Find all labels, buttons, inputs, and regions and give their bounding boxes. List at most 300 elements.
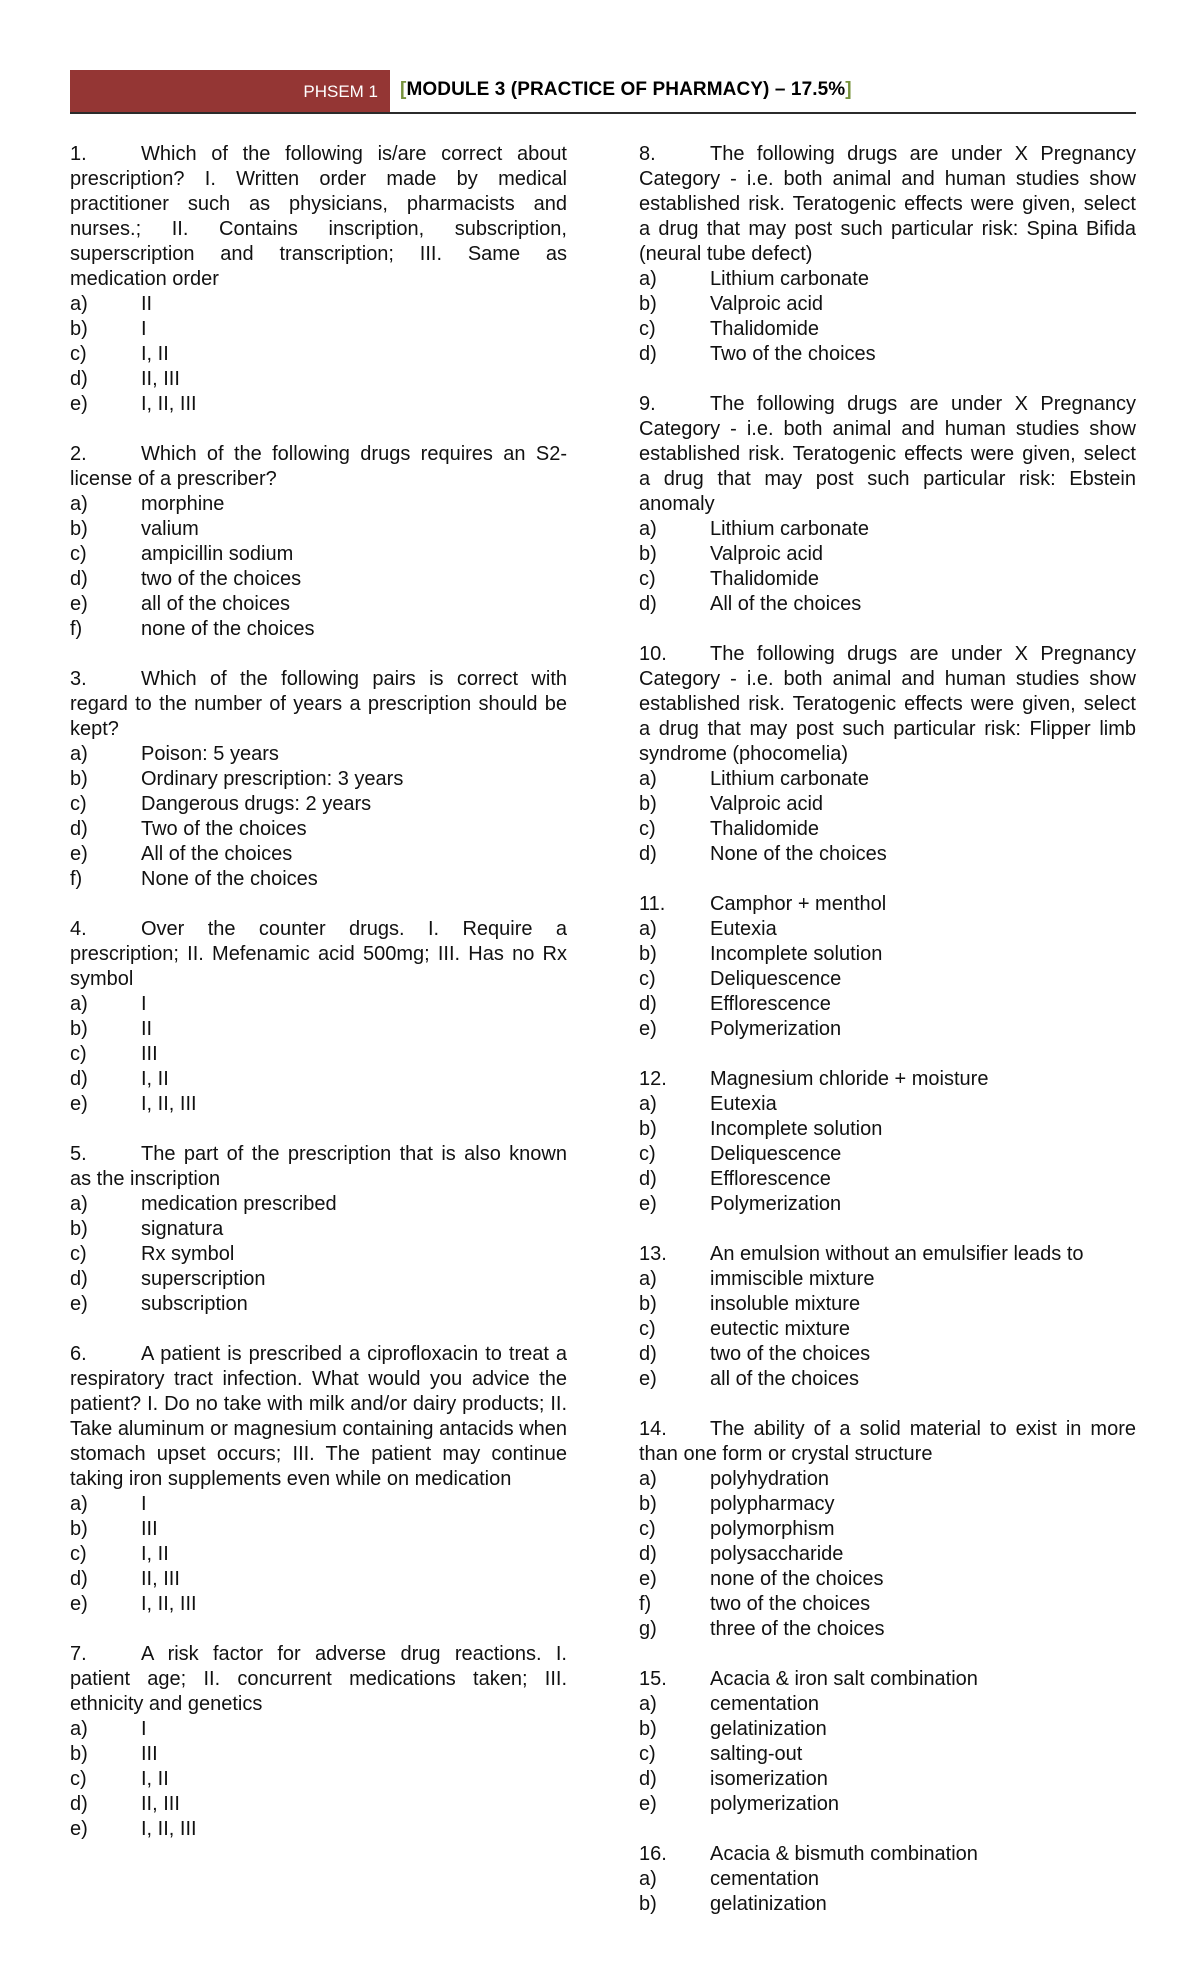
option-text: II, III	[141, 1568, 180, 1590]
question-stem	[639, 1667, 1136, 1692]
question-number: 3.	[70, 668, 87, 690]
question-block	[639, 892, 1136, 1042]
option-text: I, II, III	[141, 393, 197, 415]
option-text: I, II	[141, 1068, 169, 1090]
option-text: polysaccharide	[710, 1543, 844, 1565]
question-block	[70, 442, 567, 642]
option-letter: d)	[639, 1343, 657, 1365]
option-text: Rx symbol	[141, 1243, 235, 1265]
option-letter: a)	[70, 1193, 88, 1215]
option-text: I	[141, 1718, 147, 1740]
option-text: I, II	[141, 343, 169, 365]
option-letter: a)	[639, 518, 657, 540]
question-block	[70, 142, 567, 417]
option-letter: c)	[70, 1243, 87, 1265]
option-letter: a)	[70, 293, 88, 315]
option-letter: c)	[70, 543, 87, 565]
answer-option	[70, 317, 567, 342]
option-text: two of the choices	[710, 1343, 871, 1365]
answer-option	[70, 542, 567, 567]
option-letter: c)	[639, 1743, 656, 1765]
answer-option	[639, 842, 1136, 867]
option-letter: c)	[70, 343, 87, 365]
option-text: morphine	[141, 493, 225, 515]
question-stem	[639, 1842, 1136, 1867]
option-text: isomerization	[710, 1768, 828, 1790]
option-letter: b)	[70, 1218, 88, 1240]
answer-option	[70, 617, 567, 642]
question-block	[639, 1242, 1136, 1392]
question-stem	[639, 142, 1136, 267]
question-text: The following drugs are under X Pregnancy Category - i.e. both animal and human studies show established risk. Teratogenic effects were given, select a drug that may post such particular risk: Flipper limb syndrome (phocomelia)	[639, 643, 1136, 765]
option-text: signatura	[141, 1218, 224, 1240]
option-text: Two of the choices	[710, 343, 876, 365]
answer-option	[639, 1517, 1136, 1542]
answer-option	[639, 317, 1136, 342]
question-text: The ability of a solid material to exist in more than one form or crystal structure	[639, 1418, 1136, 1465]
question-stem	[639, 642, 1136, 767]
option-text: Poison: 5 years	[141, 743, 279, 765]
question-block	[639, 1417, 1136, 1642]
answer-option	[639, 1167, 1136, 1192]
answer-option	[70, 1817, 567, 1842]
answer-option	[70, 1242, 567, 1267]
option-letter: b)	[639, 1493, 657, 1515]
question-text: The part of the prescription that is also known as the inscription	[70, 1143, 567, 1190]
answer-option	[639, 817, 1136, 842]
option-text: gelatinization	[710, 1893, 827, 1915]
option-letter: b)	[639, 943, 657, 965]
question-text: A risk factor for adverse drug reactions. I. patient age; II. concurrent medications taken; III. ethnicity and genetics	[70, 1643, 567, 1715]
option-letter: d)	[639, 1543, 657, 1565]
answer-option	[70, 1542, 567, 1567]
option-letter: e)	[639, 1793, 657, 1815]
option-text: Thalidomide	[710, 818, 819, 840]
option-text: None of the choices	[710, 843, 887, 865]
answer-option	[70, 492, 567, 517]
option-letter: a)	[639, 1268, 657, 1290]
option-letter: a)	[639, 1468, 657, 1490]
answer-option	[639, 1192, 1136, 1217]
option-letter: g)	[639, 1618, 657, 1640]
option-letter: c)	[639, 318, 656, 340]
answer-option	[70, 292, 567, 317]
answer-option	[639, 1692, 1136, 1717]
answer-option	[70, 1042, 567, 1067]
answer-option	[639, 1017, 1136, 1042]
answer-option	[639, 1492, 1136, 1517]
question-text: Magnesium chloride + moisture	[710, 1068, 989, 1090]
bracket-close: ]	[845, 79, 852, 100]
question-block	[639, 1067, 1136, 1217]
question-block	[70, 1142, 567, 1317]
option-letter: a)	[639, 918, 657, 940]
option-letter: c)	[70, 1043, 87, 1065]
option-letter: d)	[70, 1068, 88, 1090]
answer-option	[639, 342, 1136, 367]
answer-option	[639, 1117, 1136, 1142]
option-text: Two of the choices	[141, 818, 307, 840]
option-text: I, II, III	[141, 1818, 197, 1840]
answer-option	[639, 542, 1136, 567]
option-letter: d)	[70, 368, 88, 390]
option-letter: a)	[639, 1868, 657, 1890]
option-text: Polymerization	[710, 1193, 842, 1215]
module-title-wrap	[400, 79, 852, 101]
option-letter: b)	[70, 1743, 88, 1765]
option-text: ampicillin sodium	[141, 543, 294, 565]
option-text: Thalidomide	[710, 568, 819, 590]
question-stem	[70, 142, 567, 292]
option-letter: b)	[70, 768, 88, 790]
answer-option	[639, 1342, 1136, 1367]
option-text: subscription	[141, 1293, 248, 1315]
option-text: II, III	[141, 368, 180, 390]
answer-option	[639, 1592, 1136, 1617]
answer-option	[70, 792, 567, 817]
answer-option	[70, 1292, 567, 1317]
option-letter: d)	[639, 993, 657, 1015]
option-text: immiscible mixture	[710, 1268, 875, 1290]
option-letter: f)	[639, 1593, 652, 1615]
option-letter: a)	[70, 743, 88, 765]
question-stem	[639, 1417, 1136, 1467]
option-letter: c)	[639, 1318, 656, 1340]
answer-option	[70, 1567, 567, 1592]
question-number: 9.	[639, 393, 656, 415]
question-stem	[639, 892, 1136, 917]
question-number: 12.	[639, 1068, 667, 1090]
question-text: Which of the following pairs is correct with regard to the number of years a prescription should be kept?	[70, 668, 567, 740]
question-stem	[70, 442, 567, 492]
answer-option	[639, 1142, 1136, 1167]
answer-option	[639, 1742, 1136, 1767]
option-letter: a)	[639, 1093, 657, 1115]
option-letter: b)	[639, 293, 657, 315]
bracket-open: [	[400, 79, 407, 100]
question-stem	[70, 1142, 567, 1192]
option-letter: c)	[639, 1143, 656, 1165]
option-letter: c)	[70, 793, 87, 815]
answer-option	[70, 392, 567, 417]
option-letter: e)	[70, 1093, 88, 1115]
option-letter: e)	[639, 1193, 657, 1215]
answer-option	[639, 1892, 1136, 1917]
question-number: 7.	[70, 1643, 87, 1665]
answer-option	[70, 1792, 567, 1817]
option-text: Deliquescence	[710, 1143, 842, 1165]
option-text: eutectic mixture	[710, 1318, 851, 1340]
course-code: PHSEM 1	[303, 82, 378, 101]
answer-option	[639, 567, 1136, 592]
question-text: An emulsion without an emulsifier leads to	[710, 1243, 1084, 1265]
option-text: gelatinization	[710, 1718, 827, 1740]
option-text: superscription	[141, 1268, 266, 1290]
question-stem	[70, 667, 567, 742]
option-text: all of the choices	[710, 1368, 859, 1390]
option-letter: b)	[70, 318, 88, 340]
option-text: I, II, III	[141, 1593, 197, 1615]
answer-option	[639, 1717, 1136, 1742]
option-text: salting-out	[710, 1743, 803, 1765]
option-text: Polymerization	[710, 1018, 842, 1040]
question-text: Acacia & iron salt combination	[710, 1668, 978, 1690]
option-letter: d)	[70, 568, 88, 590]
question-stem	[639, 392, 1136, 517]
answer-option	[70, 817, 567, 842]
option-letter: e)	[70, 1818, 88, 1840]
option-text: Valproic acid	[710, 543, 824, 565]
answer-option	[639, 1317, 1136, 1342]
option-text: Lithium carbonate	[710, 518, 869, 540]
answer-option	[639, 792, 1136, 817]
option-letter: c)	[639, 1518, 656, 1540]
option-text: Dangerous drugs: 2 years	[141, 793, 372, 815]
question-number: 15.	[639, 1668, 667, 1690]
answer-option	[70, 1742, 567, 1767]
option-letter: c)	[70, 1768, 87, 1790]
option-letter: e)	[639, 1368, 657, 1390]
module-title: MODULE 3 (PRACTICE OF PHARMACY) – 17.5%	[406, 79, 846, 100]
option-text: all of the choices	[141, 593, 290, 615]
question-number: 4.	[70, 918, 87, 940]
answer-option	[639, 942, 1136, 967]
answer-option	[70, 1717, 567, 1742]
answer-option	[70, 367, 567, 392]
answer-option	[639, 1292, 1136, 1317]
answer-option	[70, 1217, 567, 1242]
option-letter: e)	[70, 1293, 88, 1315]
option-text: Efflorescence	[710, 1168, 831, 1190]
question-text: Which of the following drugs requires an S2-license of a prescriber?	[70, 443, 567, 490]
question-text: Camphor + menthol	[710, 893, 887, 915]
question-number: 1.	[70, 143, 87, 165]
option-letter: a)	[70, 993, 88, 1015]
option-text: III	[141, 1743, 158, 1765]
answer-option	[70, 867, 567, 892]
question-block	[70, 1642, 567, 1842]
question-stem	[70, 1642, 567, 1717]
option-letter: d)	[70, 818, 88, 840]
question-number: 11.	[639, 893, 666, 915]
question-block	[639, 1667, 1136, 1817]
answer-option	[639, 292, 1136, 317]
option-text: Eutexia	[710, 918, 777, 940]
answer-option	[70, 342, 567, 367]
answer-option	[70, 567, 567, 592]
answer-option	[70, 1192, 567, 1217]
option-text: I, II	[141, 1768, 169, 1790]
option-letter: d)	[639, 343, 657, 365]
answer-option	[639, 592, 1136, 617]
question-number: 16.	[639, 1843, 667, 1865]
answer-option	[70, 1767, 567, 1792]
option-text: III	[141, 1518, 158, 1540]
question-text: Which of the following is/are correct about prescription? I. Written order made by medical practitioner such as physicians, pharmacists and nurses.; II. Contains inscription, subscription, superscription and transcription; III. Same as medication order	[70, 143, 567, 290]
option-letter: a)	[639, 1693, 657, 1715]
answer-option	[70, 517, 567, 542]
question-block	[639, 1842, 1136, 1917]
option-text: polymerization	[710, 1793, 839, 1815]
answer-option	[70, 592, 567, 617]
option-text: I	[141, 318, 147, 340]
option-text: Ordinary prescription: 3 years	[141, 768, 404, 790]
option-text: None of the choices	[141, 868, 318, 890]
page-header	[70, 70, 1136, 112]
answer-option	[639, 1867, 1136, 1892]
answer-option	[639, 1567, 1136, 1592]
option-text: All of the choices	[710, 593, 862, 615]
option-text: Valproic acid	[710, 793, 824, 815]
answer-option	[639, 1267, 1136, 1292]
option-letter: b)	[639, 543, 657, 565]
question-number: 10.	[639, 643, 667, 665]
answer-option	[70, 767, 567, 792]
right-column	[639, 142, 1136, 1942]
option-text: All of the choices	[141, 843, 293, 865]
answer-option	[70, 1017, 567, 1042]
answer-option	[70, 1592, 567, 1617]
question-number: 6.	[70, 1343, 87, 1365]
question-block	[639, 642, 1136, 867]
option-text: II	[141, 293, 153, 315]
option-letter: d)	[639, 843, 657, 865]
option-text: three of the choices	[710, 1618, 885, 1640]
option-letter: b)	[70, 1018, 88, 1040]
option-letter: b)	[70, 518, 88, 540]
option-letter: b)	[639, 1118, 657, 1140]
answer-option	[639, 1092, 1136, 1117]
header-band	[70, 70, 390, 112]
option-text: polyhydration	[710, 1468, 829, 1490]
header-divider	[70, 112, 1136, 114]
answer-option	[639, 1367, 1136, 1392]
option-text: Incomplete solution	[710, 943, 883, 965]
option-text: insoluble mixture	[710, 1293, 861, 1315]
answer-option	[639, 1792, 1136, 1817]
answer-option	[70, 992, 567, 1017]
option-letter: c)	[639, 568, 656, 590]
answer-option	[70, 1092, 567, 1117]
answer-option	[639, 267, 1136, 292]
question-number: 8.	[639, 143, 656, 165]
left-column	[70, 142, 567, 1867]
question-text: A patient is prescribed a ciprofloxacin to treat a respiratory tract infection. What would you advice the patient? I. Do no take with milk and/or dairy products; II. Take aluminum or magnesium containing antacids when stomach upset occurs; III. The patient may continue taking iron supplements even while on medication	[70, 1343, 567, 1490]
option-letter: b)	[70, 1518, 88, 1540]
option-letter: b)	[639, 1893, 657, 1915]
option-text: II	[141, 1018, 153, 1040]
option-text: Lithium carbonate	[710, 268, 869, 290]
option-letter: a)	[70, 1718, 88, 1740]
option-text: none of the choices	[141, 618, 315, 640]
question-block	[639, 392, 1136, 617]
answer-option	[639, 967, 1136, 992]
question-number: 13.	[639, 1243, 667, 1265]
question-text: The following drugs are under X Pregnancy Category - i.e. both animal and human studies show established risk. Teratogenic effects were given, select a drug that may post such particular risk: Spina Bifida (neural tube defect)	[639, 143, 1136, 265]
option-letter: d)	[70, 1268, 88, 1290]
option-letter: d)	[639, 593, 657, 615]
option-letter: a)	[639, 768, 657, 790]
option-letter: e)	[70, 843, 88, 865]
question-text: The following drugs are under X Pregnancy Category - i.e. both animal and human studies show established risk. Teratogenic effects were given, select a drug that may post such particular risk: Ebstein anomaly	[639, 393, 1136, 515]
option-text: Valproic acid	[710, 293, 824, 315]
option-letter: d)	[70, 1793, 88, 1815]
question-block	[70, 917, 567, 1117]
option-letter: c)	[639, 818, 656, 840]
option-text: cementation	[710, 1868, 819, 1890]
answer-option	[70, 1267, 567, 1292]
question-stem	[70, 1342, 567, 1492]
option-letter: c)	[639, 968, 656, 990]
answer-option	[639, 1467, 1136, 1492]
answer-option	[639, 1542, 1136, 1567]
option-letter: e)	[70, 593, 88, 615]
answer-option	[639, 517, 1136, 542]
question-stem	[70, 917, 567, 992]
question-text: Acacia & bismuth combination	[710, 1843, 978, 1865]
option-text: Thalidomide	[710, 318, 819, 340]
answer-option	[70, 1517, 567, 1542]
option-letter: f)	[70, 868, 83, 890]
option-text: I, II, III	[141, 1093, 197, 1115]
option-letter: b)	[639, 1293, 657, 1315]
question-text: Over the counter drugs. I. Require a prescription; II. Mefenamic acid 500mg; III. Has no Rx symbol	[70, 918, 567, 990]
option-letter: a)	[70, 493, 88, 515]
option-text: II, III	[141, 1793, 180, 1815]
option-letter: f)	[70, 618, 83, 640]
option-text: Efflorescence	[710, 993, 831, 1015]
option-text: valium	[141, 518, 199, 540]
option-text: Lithium carbonate	[710, 768, 869, 790]
option-letter: e)	[639, 1018, 657, 1040]
option-letter: b)	[639, 793, 657, 815]
answer-option	[70, 742, 567, 767]
option-text: I, II	[141, 1543, 169, 1565]
option-letter: a)	[639, 268, 657, 290]
option-letter: d)	[639, 1768, 657, 1790]
answer-option	[639, 1767, 1136, 1792]
question-number: 5.	[70, 1143, 87, 1165]
option-text: I	[141, 993, 147, 1015]
question-number: 2.	[70, 443, 87, 465]
answer-option	[70, 1492, 567, 1517]
question-stem	[639, 1242, 1136, 1267]
option-text: polypharmacy	[710, 1493, 835, 1515]
question-block	[70, 1342, 567, 1617]
option-text: I	[141, 1493, 147, 1515]
option-text: medication prescribed	[141, 1193, 337, 1215]
option-text: Eutexia	[710, 1093, 777, 1115]
question-block	[639, 142, 1136, 367]
option-text: two of the choices	[141, 568, 302, 590]
option-letter: d)	[639, 1168, 657, 1190]
option-text: cementation	[710, 1693, 819, 1715]
answer-option	[639, 917, 1136, 942]
question-stem	[639, 1067, 1136, 1092]
option-letter: b)	[639, 1718, 657, 1740]
option-text: III	[141, 1043, 158, 1065]
question-number: 14.	[639, 1418, 667, 1440]
answer-option	[70, 1067, 567, 1092]
answer-option	[70, 842, 567, 867]
option-letter: e)	[70, 393, 88, 415]
option-text: none of the choices	[710, 1568, 884, 1590]
option-text: Deliquescence	[710, 968, 842, 990]
option-letter: a)	[70, 1493, 88, 1515]
question-block	[70, 667, 567, 892]
option-letter: e)	[639, 1568, 657, 1590]
option-letter: c)	[70, 1543, 87, 1565]
